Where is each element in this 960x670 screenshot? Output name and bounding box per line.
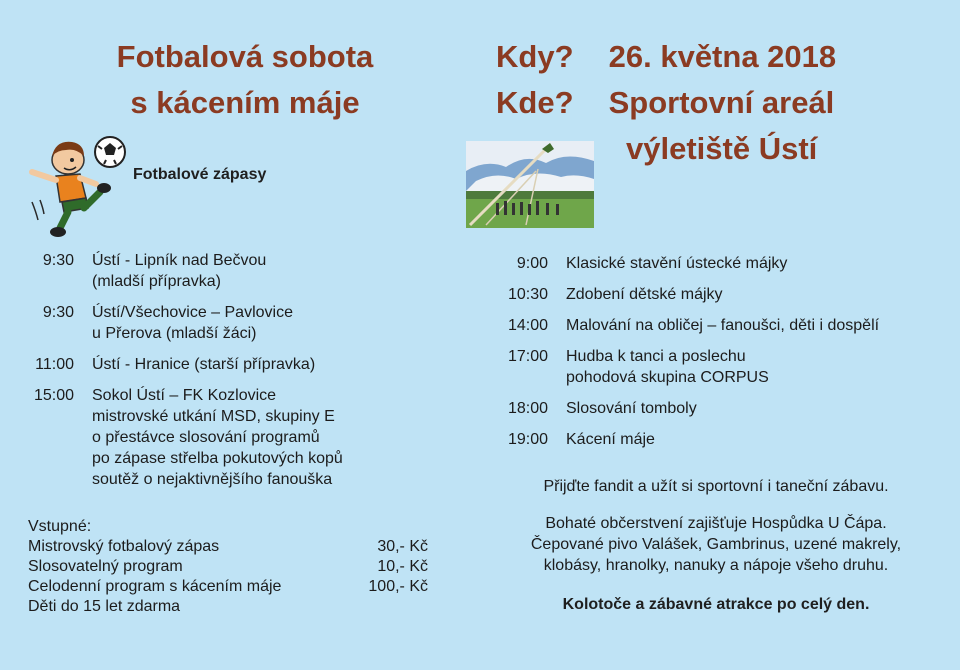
program-time: 9:00 [516, 255, 548, 272]
match-item [26, 250, 343, 292]
refreshments-line: klobásy, hranolky, nanuky a nápoje všeho druhu. [543, 557, 889, 574]
program-item [500, 284, 879, 305]
match-line: u Přerova (mladší žáci) [92, 325, 257, 342]
venue-line2: výletiště Ústí [626, 131, 818, 166]
price-label: Mistrovský fotbalový zápas [28, 538, 220, 555]
maypole-photo [466, 141, 594, 228]
venue-line1: Sportovní areál [608, 85, 835, 120]
where-row [496, 80, 916, 126]
left-title [60, 34, 430, 126]
program-item [500, 398, 879, 419]
when-question: Kdy? [496, 39, 574, 74]
refreshments-line: Bohaté občerstvení zajišťuje Hospůdka U Čápa. [545, 515, 887, 532]
match-time: 15:00 [33, 387, 74, 404]
price-value: 100,- Kč [368, 578, 428, 595]
where-question: Kde? [496, 85, 574, 120]
program-line: Zdobení dětské májky [566, 286, 723, 303]
football-kid-illustration [26, 132, 130, 240]
refreshments-text [496, 513, 936, 576]
program-schedule [500, 253, 879, 460]
price-row [28, 577, 428, 597]
price-value: 30,- Kč [377, 538, 428, 555]
program-line: Kácení máje [566, 431, 655, 448]
program-line: Klasické stavění ústecké májky [566, 255, 788, 272]
match-line: Ústí/Všechovice – Pavlovice [92, 304, 293, 321]
program-time: 10:30 [507, 286, 548, 303]
matches-schedule [26, 250, 343, 500]
price-label: Celodenní program s kácením máje [28, 578, 282, 595]
program-time: 14:00 [507, 317, 548, 334]
match-item [26, 385, 343, 490]
program-time: 18:00 [507, 400, 548, 417]
price-label: Slosovatelný program [28, 558, 183, 575]
admission-prices [28, 517, 428, 617]
rides-text: Kolotoče a zábavné atrakce po celý den. [562, 596, 870, 613]
children-free-note: Děti do 15 let zdarma [28, 598, 181, 615]
program-item [500, 429, 879, 450]
program-item [500, 253, 879, 274]
match-line: (mladší přípravka) [92, 273, 221, 290]
program-item [500, 315, 879, 336]
matches-heading: Fotbalové zápasy [133, 166, 267, 183]
match-item [26, 302, 343, 344]
left-title-line2: s kácením máje [130, 85, 360, 120]
match-line: Sokol Ústí – FK Kozlovice [92, 387, 277, 404]
program-item [500, 346, 879, 388]
match-line: o přestávce slosování programů [92, 429, 320, 446]
price-row [28, 557, 428, 577]
match-time: 11:00 [35, 356, 74, 373]
refreshments-line: Čepované pivo Valášek, Gambrinus, uzené makrely, [530, 536, 902, 553]
event-date: 26. května 2018 [608, 39, 837, 74]
program-line: Hudba k tanci a poslechu [566, 348, 746, 365]
program-line: pohodová skupina CORPUS [566, 369, 769, 386]
match-time: 9:30 [42, 304, 74, 321]
match-line: soutěž o nejaktivnějšího fanouška [92, 471, 333, 488]
match-time: 9:30 [42, 252, 74, 269]
program-time: 19:00 [507, 431, 548, 448]
match-line: Ústí - Lipník nad Bečvou [92, 252, 267, 269]
invitation-text: Přijďte fandit a užít si sportovní i taneční zábavu. [543, 478, 889, 495]
program-line: Malování na obličej – fanoušci, děti i dospělí [566, 317, 880, 334]
program-time: 17:00 [507, 348, 548, 365]
admission-heading: Vstupné: [28, 518, 92, 535]
match-item [26, 354, 343, 375]
match-line: Ústí - Hranice (starší přípravka) [92, 356, 316, 373]
left-title-line1: Fotbalová sobota [116, 39, 374, 74]
when-row [496, 34, 916, 80]
price-row [28, 537, 428, 557]
match-line: po zápase střelba pokutových kopů [92, 450, 343, 467]
match-line: mistrovské utkání MSD, skupiny E [92, 408, 335, 425]
price-value: 10,- Kč [377, 558, 428, 575]
program-line: Slosování tomboly [566, 400, 697, 417]
